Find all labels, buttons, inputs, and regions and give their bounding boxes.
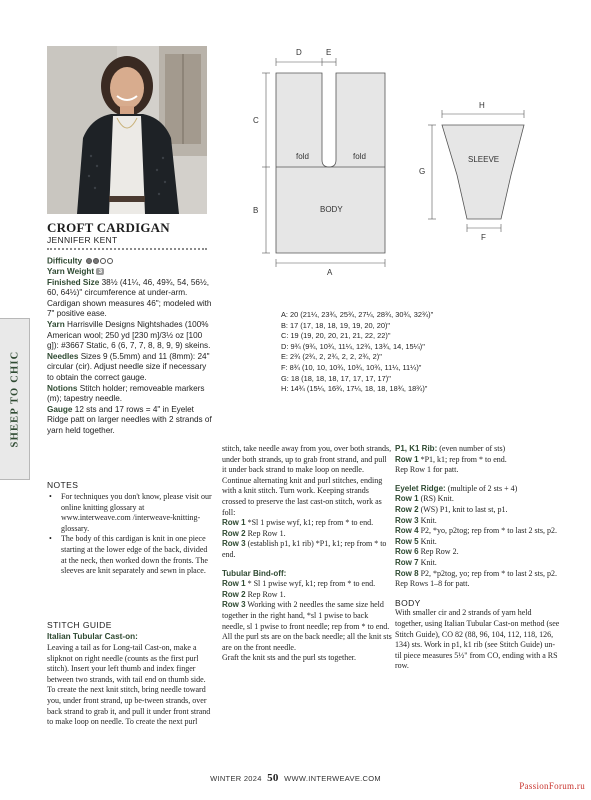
difficulty-circle-filled	[86, 258, 92, 264]
row-label: Row 2	[222, 589, 246, 599]
cast-on-row	[222, 518, 392, 529]
note-item: • The body of this cardigan is knit in one piece starting at the lower edge of the back, divided at the neck, then worked down the fronts. The sleeves are knit separately and sewn in place.	[47, 534, 215, 576]
eyelet-row	[395, 558, 560, 569]
difficulty-label: Difficulty	[47, 256, 83, 266]
eyelet-end: Rep Rows 1–8 for patt.	[395, 579, 470, 589]
yarn-weight-label: Yarn Weight	[47, 267, 95, 277]
eyelet-row	[395, 494, 560, 505]
dim-a-label: A	[327, 268, 333, 277]
row-label: Row 7	[395, 557, 419, 567]
row-label: Row 8	[395, 568, 419, 578]
measurement-item: C: 19 (19, 20, 20, 21, 21, 22, 22)"	[281, 331, 391, 341]
notes-heading: NOTES	[47, 480, 79, 490]
dim-f-label: F	[481, 233, 486, 242]
schematic-diagram	[240, 40, 570, 290]
yarn-weight-badge: 3	[98, 268, 103, 276]
row-text: *P1, k1; rep from * to end.	[420, 454, 507, 464]
row-label: Row 1	[222, 579, 246, 589]
sleeve-panel	[442, 125, 524, 219]
page-number: 50	[267, 772, 279, 784]
page-footer	[0, 772, 591, 784]
dim-h-label: H	[479, 101, 485, 110]
row-label: Row 2	[222, 528, 246, 538]
row-label: Row 1	[395, 454, 419, 464]
dim-g-label: G	[419, 167, 426, 176]
model-photo	[47, 46, 207, 214]
eyelet-row	[395, 526, 560, 537]
row-text: Knit.	[420, 557, 437, 567]
rib-note: (even number of sts)	[439, 444, 506, 453]
rib-row	[395, 455, 560, 466]
measurement-item: B: 17 (17, 18, 18, 19, 19, 20, 20)"	[281, 320, 391, 330]
eyelet-note: (multiple of 2 sts + 4)	[447, 483, 518, 493]
measurement-item: A: 20 (21¼, 23¾, 25¾, 27¼, 28¾, 30¾, 32¾)"	[281, 310, 434, 319]
finished-size-text: 38½ (41¼, 46, 49¾, 54, 56½, 60, 64½)" circumference at under-arm. Cardigan shown measures 46"; modeled with 7" positive ease.	[47, 277, 212, 319]
tubular-cast-on-text: Leaving a tail as for Long-tail Cast-on, make a slipknot on right needle (counts as the first purl stitch). Insert your left thumb and index finger between two strands, with tail end on thumb side. To create the next knit stitch, bring needle toward you, under front strand, up be-tween strands, over back strand to grab it, and pull it under front strand to make loop on needle. To create the next purl	[47, 643, 211, 727]
body-text: With smaller cir and 2 strands of yarn held together, using Italian Tubular Cast-on method (see Stitch Guide), CO 82 (88, 96, 104, 112, 118, 126, 134) sts. Work in p1, k1 rib (see Stitch Guide) un-til piece measures 5½" from CO, ending with a RS row.	[395, 608, 560, 671]
yarn	[47, 320, 215, 352]
row-text: (establish p1, k1 rib) *P1, k1; rep from * to end.	[222, 539, 387, 559]
finished-size	[47, 278, 215, 320]
gauge	[47, 405, 215, 437]
eyelet-row	[395, 537, 560, 548]
tubular-cast-on-continued: stitch, take needle away from you, over both strands, under both strands, up to grab front strand, and pull it under back strand to make loop on needle. Continue alternating knit and purl stitches, ending with a knit stitch. Turn work. Keeping strands crossed to preserve the last cast-on stitch, work as foll:	[222, 444, 392, 517]
stitch-guide-column-3	[395, 444, 560, 672]
measurement-item: F: 8¾ (10, 10, 10¾, 10¾, 10¾, 11¼, 11¼)"	[281, 362, 422, 372]
eyelet-row	[395, 569, 560, 580]
row-text: P2, *p2tog, yo; rep from * to last 2 sts, p2.	[420, 568, 558, 578]
bind-off-row	[222, 590, 392, 601]
gauge-text: 12 sts and 17 rows = 4" in Eyelet Ridge patt on larger needles with 2 strands of yarn held together.	[47, 404, 212, 435]
eyelet-row	[395, 516, 560, 527]
row-text: (RS) Knit.	[420, 494, 454, 504]
issue-label: WINTER 2024	[210, 774, 262, 783]
difficulty-rating	[86, 256, 114, 267]
measurement-item: G: 18 (18, 18, 18, 17, 17, 17, 17)"	[281, 373, 391, 383]
rib-end: Rep Row 1 for patt.	[395, 465, 459, 475]
row-label: Row 1	[222, 518, 246, 528]
row-text: Knit.	[420, 515, 437, 525]
dim-c-label: C	[253, 116, 259, 125]
bind-off-row	[222, 579, 392, 590]
row-label: Row 4	[395, 526, 419, 536]
yarn-label: Yarn	[47, 320, 65, 330]
difficulty-circle-empty	[107, 258, 113, 264]
row-text: P2, *yo, p2tog; rep from * to last 2 sts, p2.	[420, 526, 558, 536]
dim-e-label: E	[326, 48, 332, 57]
eyelet-row	[395, 547, 560, 558]
measurement-item: E: 2¾ (2¾, 2, 2¾, 2, 2, 2¾, 2)"	[281, 352, 382, 362]
needles	[47, 352, 215, 384]
yarn-weight-row	[47, 267, 215, 278]
difficulty-circle-empty	[100, 258, 106, 264]
row-text: Knit.	[420, 536, 437, 546]
row-label: Row 3	[222, 539, 246, 549]
measurement-item: D: 9¾ (9¾, 10¾, 11¼, 12¾, 13¾, 14, 15¼)"	[281, 341, 425, 351]
pattern-title: CROFT CARDIGAN	[47, 220, 170, 235]
watermark: PassionForum.ru	[519, 781, 585, 791]
stitch-guide-heading: STITCH GUIDE	[47, 620, 112, 630]
row-text: *Sl 1 pwise wyf, k1; rep from * to end.	[247, 518, 374, 528]
row-text: Rep Row 1.	[247, 589, 286, 599]
notes-list	[47, 492, 215, 577]
dim-d-label: D	[296, 48, 302, 57]
row-label: Row 1	[395, 494, 419, 504]
measurement-item: H: 14¾ (15¼, 16¾, 17¼, 18, 18, 18¾, 18¾)"	[281, 384, 428, 394]
finished-size-label: Finished Size	[47, 277, 100, 287]
row-text: Rep Row 2.	[420, 547, 459, 557]
eyelet-row	[395, 505, 560, 516]
gauge-label: Gauge	[47, 404, 73, 414]
note-item: • For techniques you don't know, please visit our online knitting glossary at www.interweave.com /interweave-knitting-glossary.	[47, 492, 215, 534]
title-divider	[47, 248, 207, 250]
body-heading: BODY	[395, 597, 421, 608]
sleeve-label: SLEEVE	[468, 155, 500, 164]
notions-label: Notions	[47, 383, 78, 393]
needles-text: Sizes 9 (5.5mm) and 11 (8mm): 24" circular (cir). Adjust needle size if necessary to obtain the correct gauge.	[47, 351, 210, 382]
row-label: Row 3	[395, 515, 419, 525]
row-text: Rep Row 1.	[247, 528, 286, 538]
row-label: Row 2	[395, 504, 419, 514]
notions-text: Stitch holder; removeable markers (m); tapestry needle.	[47, 383, 205, 404]
section-side-tab	[0, 318, 30, 480]
cast-on-row	[222, 539, 392, 560]
needles-label: Needles	[47, 351, 79, 361]
row-label: Row 5	[395, 536, 419, 546]
rib-title: P1, K1 Rib:	[395, 444, 438, 453]
row-label: Row 6	[395, 547, 419, 557]
designer-name: JENNIFER KENT	[47, 235, 118, 245]
tubular-cast-on-title: Italian Tubular Cast-on:	[47, 632, 138, 641]
measurements-list	[281, 310, 433, 395]
dim-b-label: B	[253, 206, 259, 215]
fold-left-label: fold	[296, 152, 309, 161]
row-text: (WS) P1, knit to last st, p1.	[420, 504, 508, 514]
stitch-guide-column-2	[222, 444, 392, 664]
tubular-bind-off-title: Tubular Bind-off:	[222, 568, 287, 578]
side-tab-label: SHEEP TO CHIC	[9, 350, 20, 448]
fold-right-label: fold	[353, 152, 366, 161]
row-label: Row 3	[222, 600, 246, 610]
pattern-details	[47, 256, 215, 437]
body-label: BODY	[320, 205, 343, 214]
row-text: * Sl 1 pwise wyf, k1; rep from * to end.	[247, 579, 376, 589]
notions	[47, 384, 215, 405]
difficulty-row	[47, 256, 215, 267]
bind-off-row	[222, 600, 392, 653]
bind-off-end: Graft the knit sts and the purl sts together.	[222, 653, 356, 663]
eyelet-title: Eyelet Ridge:	[395, 483, 446, 493]
cast-on-row	[222, 529, 392, 540]
site-url: WWW.INTERWEAVE.COM	[284, 774, 381, 783]
yarn-text: Harrisville Designs Nightshades (100% American wool; 250 yd [230 m]/3½ oz [100 g]): #3667 Static, 6 (6, 7, 7, 8, 8, 9, 9) skeins.	[47, 320, 211, 351]
difficulty-circle-filled	[93, 258, 99, 264]
body-panel	[276, 73, 385, 253]
row-text: Working with 2 needles the same size held together in the right hand, *sl 1 pwise to back needle, sl 1 pwise to front needle; rep from * to end. All the purl sts are on the back needle; all the knit sts are on the front needle.	[222, 600, 392, 652]
